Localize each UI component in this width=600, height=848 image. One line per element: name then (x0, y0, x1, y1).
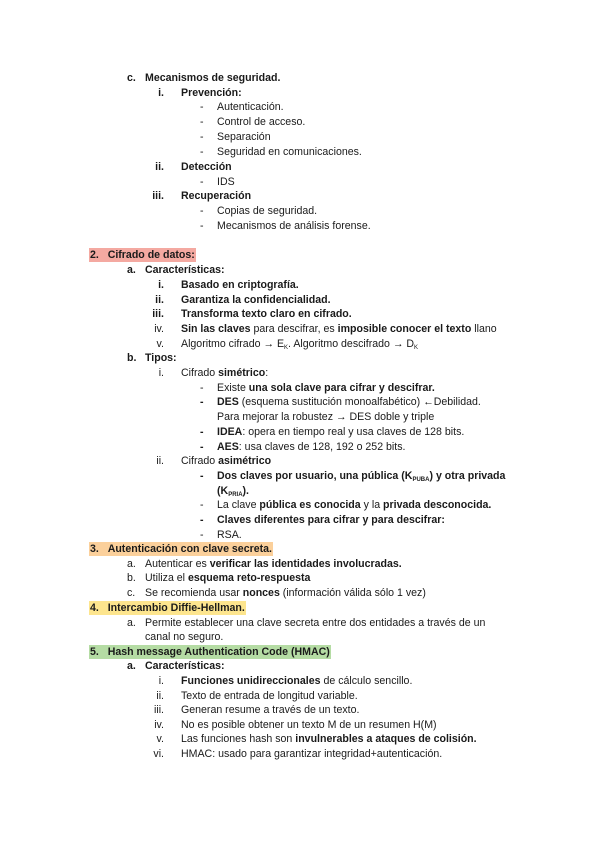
list-item: Mecanismos de análisis forense. (217, 220, 371, 232)
bullet-dash: - (200, 146, 204, 158)
list-item (181, 322, 497, 336)
bold-text: verificar las identidades involucradas. (209, 558, 402, 570)
subscript: K (414, 345, 419, 351)
list-item: Seguridad en comunicaciones. (217, 146, 362, 158)
section-number: 4. (90, 602, 99, 614)
list-item: Transforma texto claro en cifrado. (181, 308, 352, 320)
section-number: 2. (90, 249, 99, 261)
list-marker: i. (158, 279, 164, 291)
section-title: Hash message Authentication Code (HMAC) (107, 646, 330, 658)
list-item-continuation: Para mejorar la robustez → DES doble y triple (217, 411, 435, 423)
list-item (181, 674, 412, 688)
section-title: Cifrado de datos: (107, 249, 195, 261)
list-marker: a. (127, 660, 136, 672)
list-item: Copias de seguridad. (217, 205, 318, 217)
text: . Algoritmo descifrado → D (288, 338, 415, 350)
list-marker: iii. (152, 308, 164, 320)
text: y la (360, 499, 384, 511)
text: (esquema sustitución monoalfabético) ←Debilidad. (238, 396, 481, 408)
section-heading-3 (89, 542, 273, 556)
list-item: Basado en criptografía. (181, 279, 299, 291)
list-item (145, 586, 426, 600)
list-item: Permite establecer una clave secreta entre dos entidades a través de un (145, 617, 486, 629)
text: : (265, 367, 269, 379)
subscript: K (284, 345, 289, 351)
heading-security-mechanisms: Mecanismos de seguridad. (145, 72, 281, 84)
bullet-dash: - (200, 441, 204, 453)
text: para descifrar, es (250, 323, 338, 335)
list-item: Control de acceso. (217, 116, 306, 128)
section-title: Autenticación con clave secreta. (107, 543, 272, 555)
section-heading-2 (89, 248, 196, 262)
list-marker: i. (158, 367, 164, 379)
list-item (145, 571, 310, 585)
section-heading-5 (89, 645, 331, 659)
list-marker: vi. (153, 748, 164, 760)
list-marker: ii. (156, 690, 164, 702)
list-item (217, 440, 405, 454)
text: ). (242, 485, 250, 497)
section-number: 3. (90, 543, 99, 555)
list-marker: c. (127, 72, 136, 84)
subscript: PUBA (412, 477, 430, 483)
bullet-dash: - (200, 426, 204, 438)
list-item (217, 425, 464, 439)
list-marker: a. (127, 617, 136, 629)
text: de cálculo sencillo. (320, 675, 413, 687)
list-item: Texto de entrada de longitud variable. (181, 690, 358, 702)
bullet-dash: - (200, 499, 204, 511)
subheading-symmetric (181, 366, 268, 380)
list-marker: a. (127, 264, 136, 276)
list-item: Garantiza la confidencialidad. (181, 294, 331, 306)
bullet-dash: - (200, 101, 204, 113)
heading-characteristics: Características: (145, 660, 225, 672)
bold-text: una sola clave para cifrar y descifrar. (248, 382, 435, 394)
list-marker: ii. (156, 455, 164, 467)
list-item (145, 557, 402, 571)
bold-text: DES (217, 396, 239, 408)
list-marker: ii. (155, 294, 164, 306)
list-item (181, 732, 477, 746)
list-marker: b. (127, 572, 136, 584)
bold-text: AES (217, 441, 239, 453)
subheading-asymmetric (181, 454, 271, 468)
text: La clave (217, 499, 260, 511)
bold-text: invulnerables a ataques de colisión. (295, 733, 477, 745)
section-title: Intercambio Diffie-Hellman. (107, 602, 245, 614)
list-marker: iii. (153, 704, 164, 716)
list-marker: iv. (154, 719, 164, 731)
section-number: 5. (90, 646, 99, 658)
bullet-dash: - (200, 382, 204, 394)
list-marker: iii. (152, 190, 164, 202)
text: llano (471, 323, 497, 335)
bold-text: asimétrico (218, 455, 272, 467)
bold-text: nonces (242, 587, 280, 599)
list-item (181, 337, 418, 355)
heading-characteristics: Características: (145, 264, 225, 276)
bold-text: esquema reto-respuesta (187, 572, 311, 584)
list-item: RSA. (217, 529, 242, 541)
bullet-dash: - (200, 470, 204, 482)
list-item: Separación (217, 131, 271, 143)
list-marker: i. (158, 87, 164, 99)
text: Autenticar es (145, 558, 210, 570)
list-marker: a. (127, 558, 136, 570)
subscript: PRIA (228, 492, 243, 498)
list-item: Claves diferentes para cifrar y para descifrar: (217, 514, 445, 526)
text: Se recomienda usar (145, 587, 243, 599)
bold-text: IDEA (217, 426, 243, 438)
bullet-dash: - (200, 131, 204, 143)
text: (información válida sólo 1 vez) (279, 587, 426, 599)
list-item: IDS (217, 176, 235, 188)
list-item-continuation: canal no seguro. (145, 631, 224, 643)
text: Cifrado (181, 455, 219, 467)
bold-text: Funciones unidireccionales (181, 675, 321, 687)
section-heading-4 (89, 601, 246, 615)
list-item (217, 381, 435, 395)
text: Utiliza el (145, 572, 188, 584)
heading-detection: Detección (181, 161, 232, 173)
heading-recovery: Recuperación (181, 190, 252, 202)
text: Cifrado (181, 367, 219, 379)
text: Dos claves por usuario, una pública (K (217, 470, 413, 482)
bold-text: simétrico (218, 367, 266, 379)
bullet-dash: - (200, 116, 204, 128)
text: Las funciones hash son (181, 733, 296, 745)
bullet-dash: - (200, 514, 204, 526)
heading-types: Tipos: (145, 352, 177, 364)
text: : opera en tiempo real y usa claves de 128 bits. (242, 426, 465, 438)
list-marker: iv. (154, 323, 164, 335)
bold-text: pública es conocida (259, 499, 361, 511)
bullet-dash: - (200, 205, 204, 217)
bold-text: Sin las claves (181, 323, 251, 335)
list-marker: v. (156, 338, 164, 350)
list-item: Generan resume a través de un texto. (181, 704, 360, 716)
heading-prevention: Prevención: (181, 87, 242, 99)
text: : usa claves de 128, 192 o 252 bits. (238, 441, 406, 453)
list-marker: c. (127, 587, 136, 599)
bold-text: imposible conocer el texto (337, 323, 472, 335)
list-item: Autenticación. (217, 101, 284, 113)
text: Algoritmo cifrado → E (181, 338, 285, 350)
list-item (217, 469, 505, 487)
text: Existe (217, 382, 249, 394)
list-marker: i. (158, 675, 164, 687)
text: ) y otra privada (429, 470, 506, 482)
list-item (217, 395, 481, 409)
bold-text: privada desconocida. (383, 499, 492, 511)
list-marker: v. (156, 733, 164, 745)
list-marker: b. (127, 352, 137, 364)
bullet-dash: - (200, 396, 204, 408)
list-item: No es posible obtener un texto M de un resumen H(M) (181, 719, 437, 731)
text: (K (217, 485, 229, 497)
bullet-dash: - (200, 220, 204, 232)
list-item: HMAC: usado para garantizar integridad+autenticación. (181, 748, 443, 760)
bullet-dash: - (200, 176, 204, 188)
list-item (217, 498, 491, 512)
list-marker: ii. (155, 161, 164, 173)
bullet-dash: - (200, 529, 204, 541)
